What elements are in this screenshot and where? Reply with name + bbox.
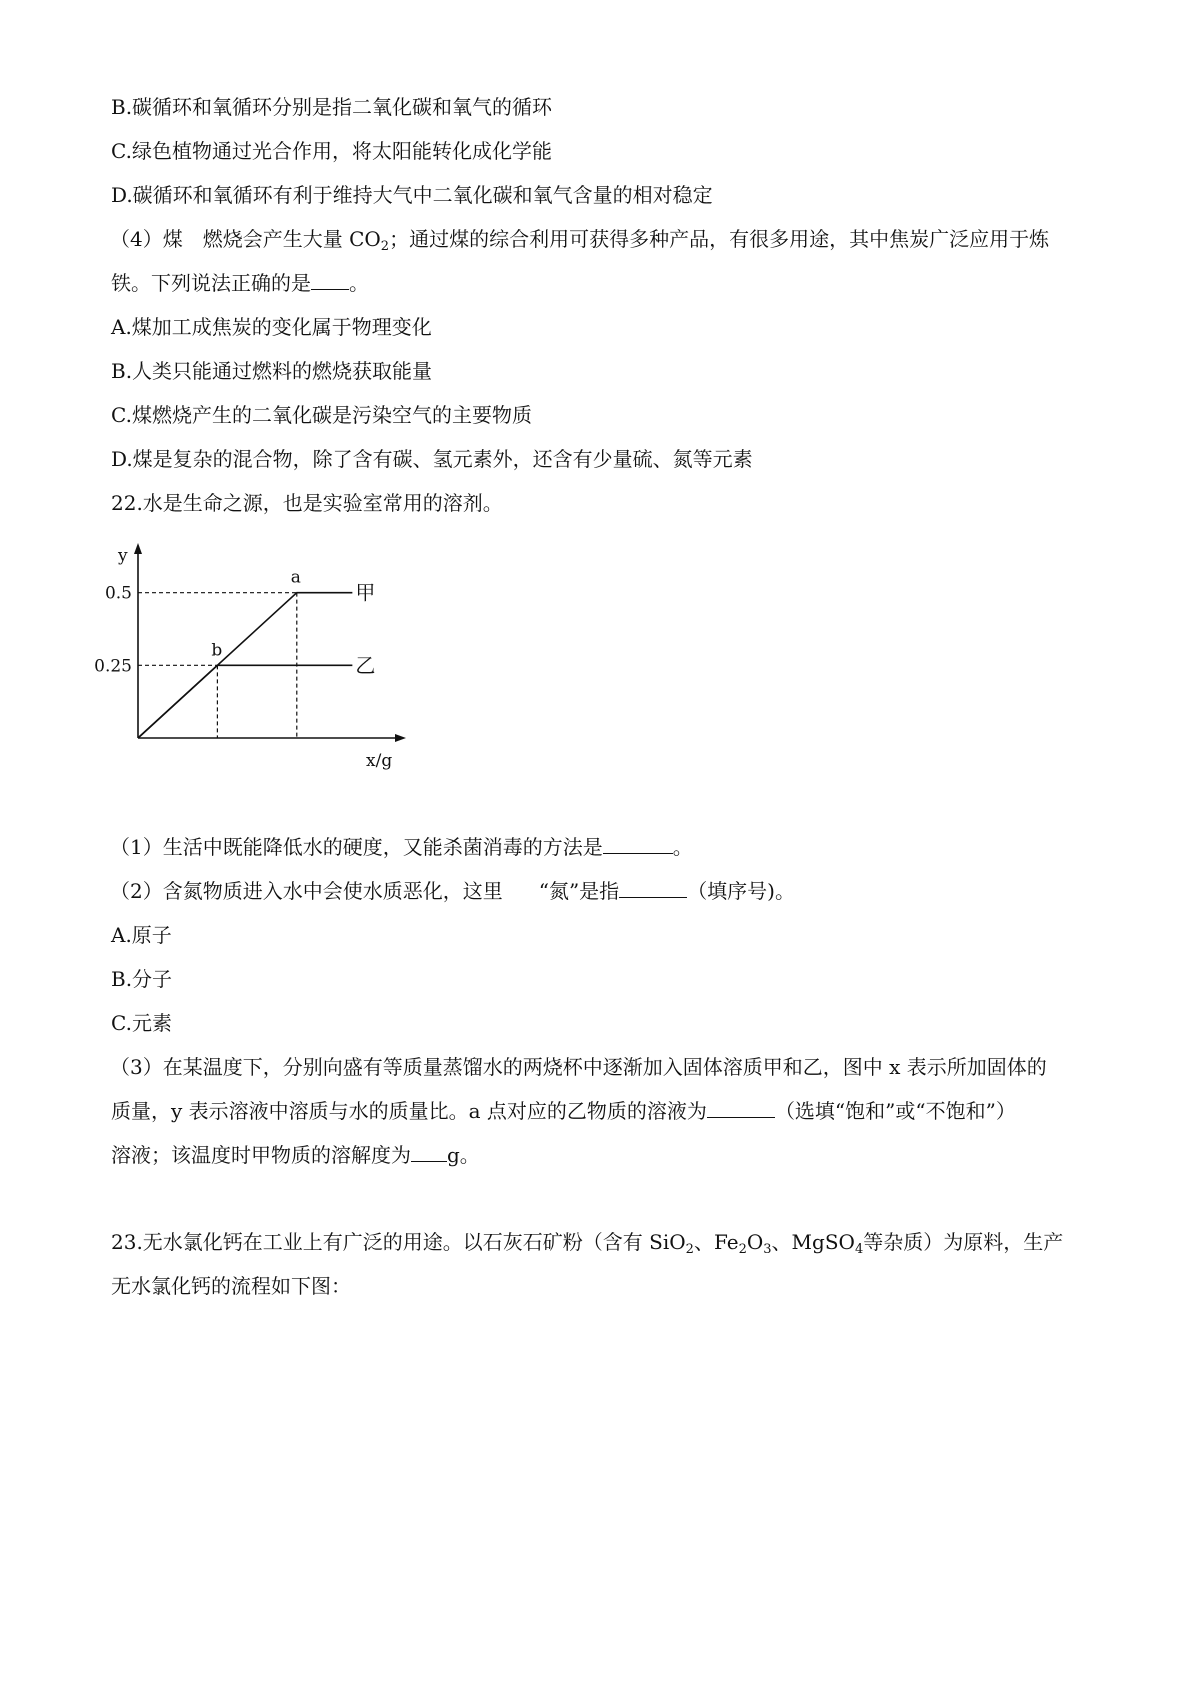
q21-part4-text-c: ；通过煤的综合利用可获得多种产品，有很多用途，其中焦炭广泛应用于炼	[389, 227, 1050, 251]
q22-part2-text-a: （2）含氮物质进入水中会使水质恶化，这里	[110, 879, 503, 903]
q21-part4-text-d: 铁。下列说法正确的是	[111, 271, 311, 295]
answer-blank	[603, 835, 673, 854]
q23-text-b: 、Fe	[693, 1230, 739, 1254]
q22-part2-text-c: （填序号)。	[687, 879, 795, 903]
subscript: 4	[854, 1242, 864, 1257]
q22-option-a: A.原子	[111, 923, 172, 947]
q22-part3-line2	[111, 1097, 1016, 1125]
q22-part1-text: （1）生活中既能降低水的硬度，又能杀菌消毒的方法是	[110, 835, 603, 859]
series-line-乙	[138, 665, 352, 738]
q23-text-d: 、MgSO	[771, 1230, 855, 1254]
q22-part3-text-b: （选填“饱和”或“不饱和”）	[774, 1099, 1016, 1123]
q21-part4-option-b: B.人类只能通过燃料的燃烧获取能量	[111, 359, 433, 383]
q22-part3-line1: （3）在某温度下，分别向盛有等质量蒸馏水的两烧杯中逐渐加入固体溶质甲和乙，图中 x 表示所加固体的	[110, 1055, 1047, 1079]
q22-stem: 22.水是生命之源，也是实验室常用的溶剂。	[111, 491, 503, 515]
y-axis-label: y	[118, 546, 128, 566]
answer-blank	[707, 1099, 775, 1118]
q23-stem-line1	[111, 1228, 1063, 1256]
q22-part2-text-b: “氮”是指	[538, 879, 620, 903]
answer-blank	[619, 879, 687, 898]
q22-part3-text-a: 质量，y 表示溶液中溶质与水的质量比。a 点对应的乙物质的溶液为	[111, 1099, 707, 1123]
q21-part4-option-a: A.煤加工成焦炭的变化属于物理变化	[111, 315, 432, 339]
q21-part4-option-c: C.煤燃烧产生的二氧化碳是污染空气的主要物质	[111, 403, 532, 427]
q22-option-b: B.分子	[111, 967, 173, 991]
x-axis-arrow	[395, 734, 406, 742]
series-label: 乙	[355, 653, 376, 678]
series-label: 甲	[355, 580, 376, 605]
q22-part1	[110, 833, 693, 861]
q22-option-c: C.元素	[111, 1011, 172, 1035]
y-axis-arrow	[134, 543, 142, 554]
q21-part4-stem	[110, 225, 1049, 253]
q21-part4-option-d: D.煤是复杂的混合物，除了含有碳、氢元素外，还含有少量硫、氮等元素	[111, 447, 753, 471]
subscript: 2	[685, 1242, 694, 1257]
solubility-graph	[94, 546, 440, 783]
q21-option-c: C.绿色植物通过光合作用，将太阳能转化成化学能	[111, 139, 552, 163]
subscript: 3	[763, 1242, 772, 1257]
q21-option-d: D.碳循环和氧循环有利于维持大气中二氧化碳和氧气含量的相对稳定	[111, 183, 713, 207]
q22-part2	[110, 877, 795, 905]
answer-blank	[311, 271, 349, 290]
y-tick-label: 0.25	[94, 656, 132, 677]
q23-stem-line2: 无水氯化钙的流程如下图：	[111, 1274, 351, 1298]
q22-part3-text-c: 溶液；该温度时甲物质的溶解度为	[111, 1143, 411, 1167]
point-label-b: b	[211, 640, 223, 661]
q21-part4-text-b: 燃烧会产生大量 CO	[202, 227, 381, 251]
subscript: 2	[738, 1242, 747, 1257]
q23-text-c: O	[746, 1230, 764, 1254]
q21-option-b: B.碳循环和氧循环分别是指二氧化碳和氧气的循环	[111, 95, 553, 119]
subscript: 2	[380, 239, 390, 254]
q22-part3-line3	[111, 1141, 480, 1169]
point-label-a: a	[290, 567, 301, 588]
q22-part1-end: 。	[672, 835, 693, 859]
q21-part4-text-e: 。	[349, 271, 369, 295]
q23-text-a: 23.无水氯化钙在工业上有广泛的用途。以石灰石矿粉（含有 SiO	[111, 1230, 686, 1254]
q23-text-e: 等杂质）为原料，生产	[863, 1230, 1064, 1254]
q21-part4-stem-line2	[111, 269, 369, 297]
q22-part3-text-d: g。	[447, 1143, 480, 1167]
x-axis-label: x/g	[366, 751, 393, 771]
answer-blank	[411, 1143, 447, 1162]
y-tick-label: 0.5	[104, 583, 132, 604]
q21-part4-text-a: （4）煤	[110, 227, 183, 251]
